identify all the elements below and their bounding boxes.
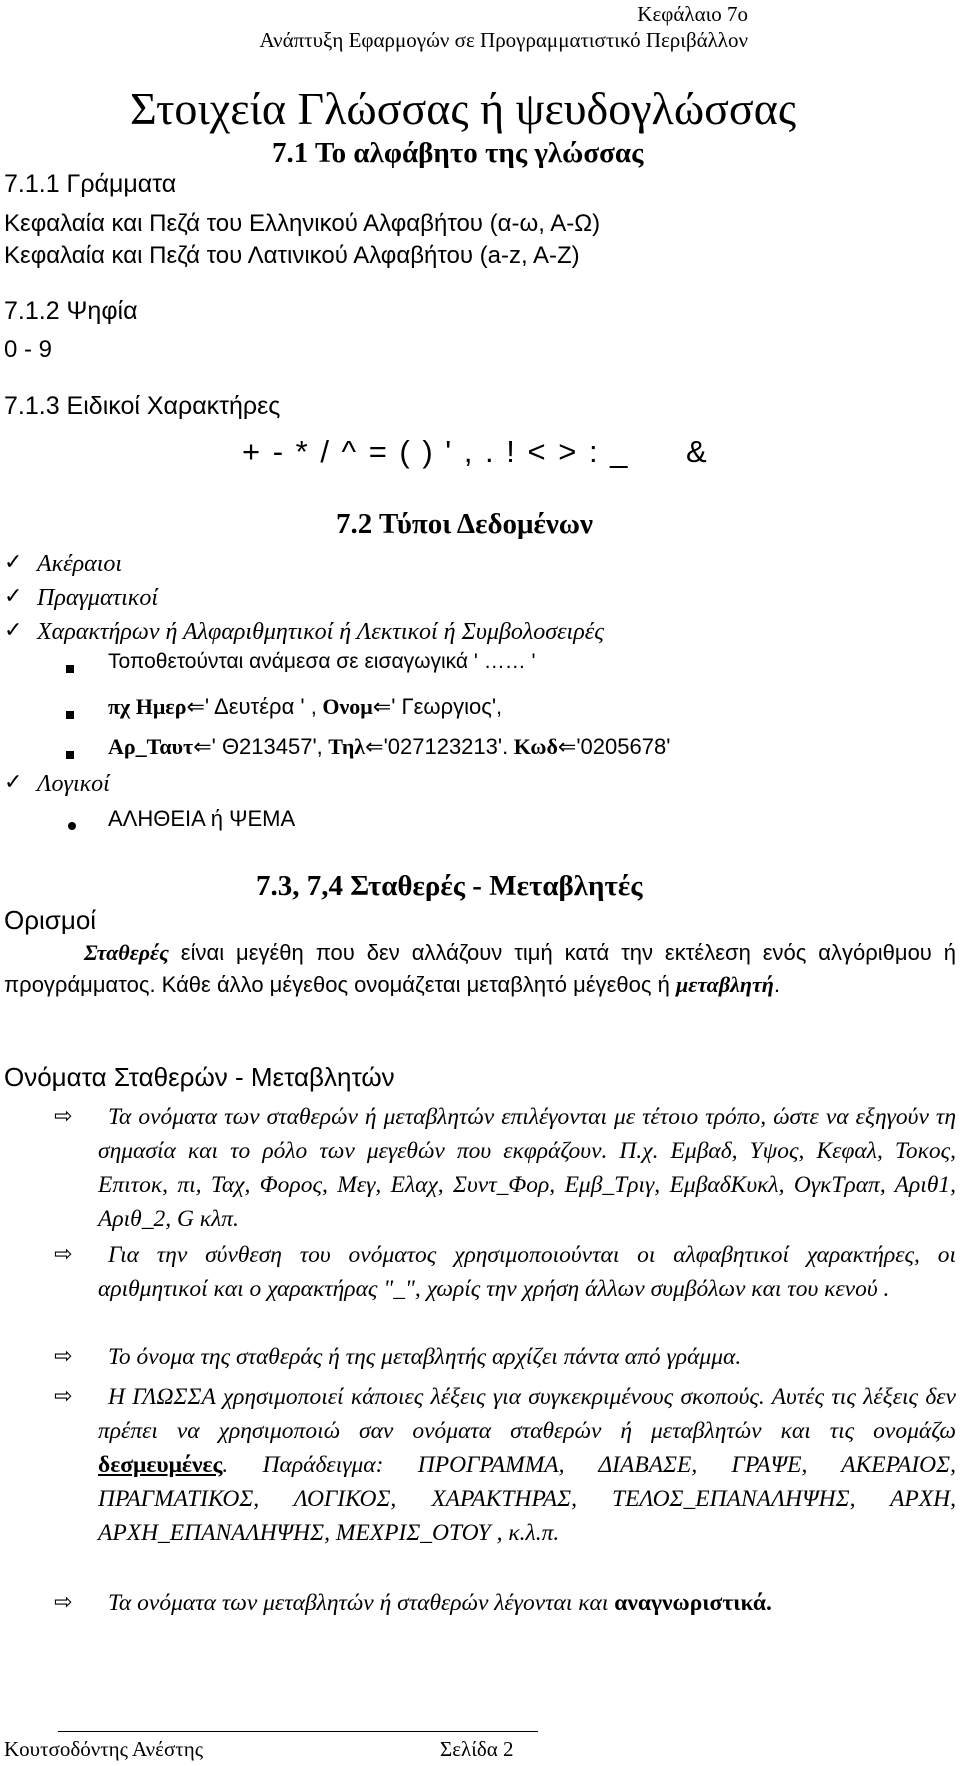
right-arrow-icon: ⇨: [54, 1104, 73, 1129]
special-chars-heading: 7.1.3 Ειδικοί Χαρακτήρες: [4, 392, 281, 420]
checkmark-icon: ✓: [4, 584, 23, 609]
square-bullet-icon: [66, 706, 74, 724]
naming-rule-5-text: Τα ονόματα των μεταβλητών ή σταθερών λέγονται και: [108, 1590, 615, 1616]
header-chapter: Κεφάλαιο 7ο: [637, 2, 748, 26]
reserved-words-term: δεσμευμένες: [98, 1452, 223, 1478]
footer-divider: [58, 1731, 538, 1732]
letters-greek: Κεφαλαία και Πεζά του Ελληνικού Αλφαβήτου (α-ω, Α-Ω): [4, 210, 601, 237]
letters-heading: 7.1.1 Γράμματα: [4, 170, 177, 198]
left-arrow-icon: ⇐: [365, 735, 384, 760]
example-var-onom: Ονομ: [322, 694, 373, 719]
special-char-ampersand: &: [686, 434, 707, 469]
example-var-ar-taut: Αρ_Ταυτ: [108, 734, 194, 759]
example-value-deutera: ' Δευτέρα ' ,: [204, 694, 317, 719]
naming-rule-5: [98, 1586, 956, 1620]
left-arrow-icon: ⇐: [186, 695, 205, 720]
names-heading: Ονόματα Σταθερών - Μεταβλητών: [4, 1062, 395, 1092]
checkmark-icon: ✓: [4, 618, 23, 643]
digits-range: 0 - 9: [4, 336, 53, 363]
naming-rule-1: [98, 1100, 956, 1236]
type-logicals: Λογικοί: [37, 771, 110, 797]
square-bullet-icon: [66, 660, 74, 678]
section-7-2-heading: 7.2 Τύποι Δεδομένων: [336, 508, 593, 540]
term-variable: μεταβλητή: [675, 972, 774, 997]
naming-rule-4-examples: . Παράδειγμα: ΠΡΟΓΡΑΜΜΑ, ΔΙΑΒΑΣΕ, ΓΡΑΨΕ, ΑΚΕΡΑΙΟΣ, ΠΡΑΓΜΑΤΙΚΟΣ, ΛΟΓΙΚΟΣ, ΧΑΡΑΚΤΗΡΑΣ, ΤΕΛΟΣ_ΕΠΑΝΑΛΗΨΗΣ, ΑΡΧΗ, ΑΡΧΗ_ΕΠΑΝΑΛΗΨΗΣ, ΜΕΧΡΙΣ_ΟΤΟΥ , κ.λ.π.: [98, 1452, 956, 1546]
definitions-heading: Ορισμοί: [4, 905, 97, 935]
page-title: Στοιχεία Γλώσσας ή ψευδογλώσσας: [130, 83, 797, 134]
example-value-phone: '027123213'.: [383, 734, 509, 759]
definitions-paragraph: [4, 937, 956, 1001]
letters-latin: Κεφαλαία και Πεζά του Λατινικού Αλφαβήτου (a-z, A-Z): [4, 242, 580, 269]
left-arrow-icon: ⇐: [193, 735, 212, 760]
string-example-2: [108, 734, 670, 760]
section-7-3-heading: 7.3, 7,4 Σταθερές - Μεταβλητές: [256, 870, 643, 902]
definitions-end: .: [773, 972, 780, 997]
right-arrow-icon: ⇨: [54, 1384, 73, 1409]
naming-rule-2: Για την σύνθεση του ονόματος χρησιμοποιούνται οι αλφαβητικοί χαρακτήρες, οι αριθμητικοί και ο χαρακτήρας "_", χωρίς την χρήση άλλων συμβόλων και του κενού .: [98, 1242, 956, 1302]
type-reals: Πραγματικοί: [37, 585, 158, 611]
example-value-georgios: ' Γεωργιος',: [391, 694, 503, 719]
checkmark-icon: ✓: [4, 770, 23, 795]
checkmark-icon: ✓: [4, 550, 23, 575]
logical-values: ΑΛΗΘΕΙΑ ή ΨΕΜΑ: [108, 806, 296, 831]
example-value-id: ' Θ213457',: [211, 734, 323, 759]
special-chars: + - * / ^ = ( ) ' , . ! < > : _: [242, 434, 630, 469]
type-integers: Ακέραιοι: [37, 551, 123, 577]
definitions-text: είναι μεγέθη που δεν αλλάζουν τιμή κατά την εκτέλεση ενός αλγόριθμου ή προγράμματος. Κάθε άλλο μέγεθος ονομάζεται μεταβλητό μέγεθος ή: [4, 940, 956, 997]
right-arrow-icon: ⇨: [54, 1344, 73, 1369]
naming-rule-1-examples: Εμβαδ, Υψος, Κεφαλ, Τοκος, Επιτοκ, πι, Ταχ, Φορος, Μεγ, Ελαχ, Συντ_Φορ, Εμβ_Τριγ, ΕμβαδΚυκλ, ΟγκΤραπ, Αριθ1, Αριθ_2, G κλπ.: [98, 1138, 957, 1232]
right-arrow-icon: ⇨: [54, 1242, 73, 1267]
right-arrow-icon: ⇨: [54, 1590, 73, 1615]
type-strings: Χαρακτήρων ή Αλφαριθμητικοί ή Λεκτικοί ή Συμβολοσειρές: [37, 619, 604, 645]
naming-rule-1-text: Τα ονόματα των σταθερών ή μεταβλητών επιλέγονται με τέτοιο τρόπο, ώστε να εξηγούν τη σημασία και το ρόλο των μεγεθών που εκφράζουν. Π.χ.: [98, 1104, 956, 1164]
example-var-til: Τηλ: [328, 734, 366, 759]
left-arrow-icon: ⇐: [372, 695, 392, 720]
string-example-1: [108, 694, 502, 720]
round-bullet-icon: [68, 817, 76, 835]
example-var-hmer: πχ Ημερ: [108, 694, 187, 719]
square-bullet-icon: [66, 746, 74, 764]
left-arrow-icon: ⇐: [557, 735, 577, 760]
header-subject: Ανάπτυξη Εφαρμογών σε Προγραμματιστικό Περιβάλλον: [259, 28, 748, 52]
footer-page-number: Σελίδα 2: [440, 1737, 514, 1761]
section-7-1-heading: 7.1 Το αλφάβητο της γλώσσας: [272, 137, 644, 169]
term-constants: Σταθερές: [84, 940, 169, 965]
strings-note: Τοποθετούνται ανάμεσα σε εισαγωγικά ' …… ': [108, 650, 536, 673]
digits-heading: 7.1.2 Ψηφία: [4, 297, 138, 325]
example-var-kod: Κωδ: [513, 734, 558, 759]
identifiers-term: αναγνωριστικά.: [614, 1590, 772, 1616]
naming-rule-4: [98, 1380, 956, 1550]
footer-author: Κουτσοδόντης Ανέστης: [4, 1737, 204, 1761]
example-value-code: '0205678': [576, 734, 671, 759]
naming-rule-3: Το όνομα της σταθεράς ή της μεταβλητής αρχίζει πάντα από γράμμα.: [108, 1344, 742, 1370]
naming-rule-4-text: Η ΓΛΩΣΣΑ χρησιμοποιεί κάποιες λέξεις για συγκεκριμένους σκοπούς. Αυτές τις λέξεις δεν πρέπει να χρησιμοποιώ σαν ονόματα σταθερών ή μεταβλητών και τις ονομάζω: [98, 1384, 956, 1444]
